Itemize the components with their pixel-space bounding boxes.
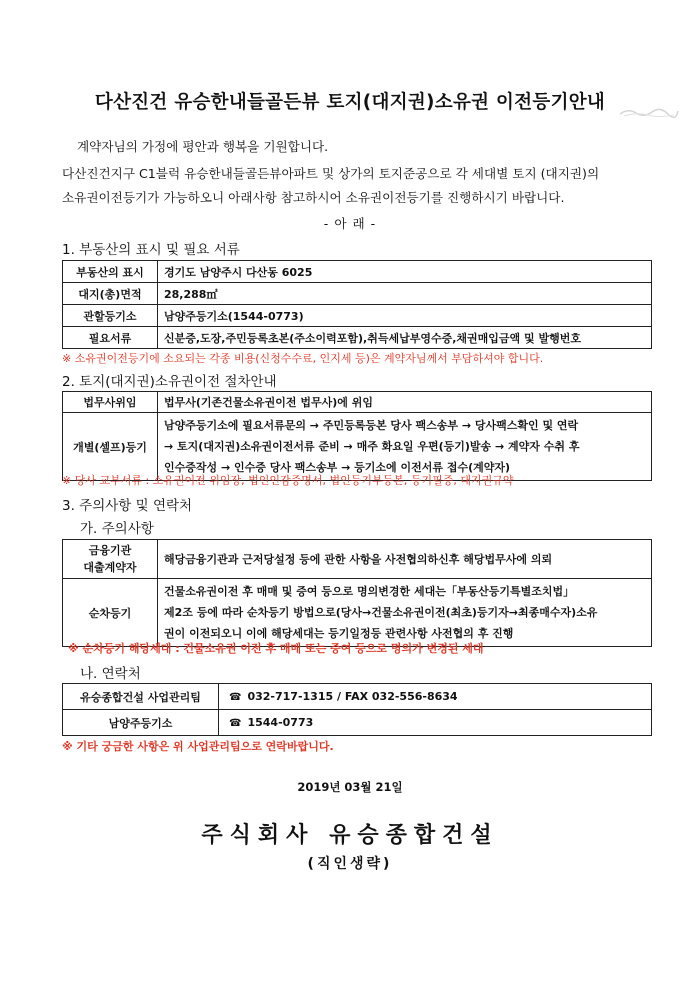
document-date: 2019년 03월 21일	[297, 780, 403, 794]
contact-note: ※ 기타 궁금한 사항은 위 사업관리팀으로 연락바랍니다.	[62, 740, 334, 753]
table-row	[63, 392, 652, 413]
a-rae-divider: - 아 래 -	[323, 216, 377, 231]
row-label-line: 금융기관	[88, 544, 132, 557]
phone-icon: ☎	[229, 718, 242, 729]
row-value: 28,288㎡	[158, 283, 652, 305]
section3-heading: 3. 주의사항 및 연락처	[62, 498, 193, 514]
section1-note: ※ 소유권이전등기에 소요되는 각종 비용(신청수수료, 인지세 등)은 계약자님께서 부담하셔야 합니다.	[62, 352, 544, 365]
section2-note: ※ 당사 교부서류 : 소유권이전 위임장, 법인인감증명서, 법인등기부등본, 등기필증, 대지권규약	[62, 474, 514, 487]
table-row	[63, 684, 652, 710]
intro-greeting: 계약자님의 가정에 평안과 행복을 기원합니다.	[77, 139, 329, 154]
section2-heading: 2. 토지(대지권)소유권이전 절차안내	[62, 374, 277, 390]
row-label-line: 대출계약자	[83, 561, 137, 574]
faint-stamp-mark	[618, 106, 680, 118]
caution-line: 제2조 등에 따라 순차등기 방법으로(당사→건물소유권이전(최초)등기자→최종매수자)소유	[164, 606, 598, 619]
caution-line: 권이 이전되오니 이에 해당세대는 등기일정등 관련사항 사전협의 후 진행	[164, 627, 514, 640]
section1-heading: 1. 부동산의 표시 및 필요 서류	[62, 242, 240, 258]
seal-omitted-note: (직인생략)	[307, 856, 393, 872]
table-row	[63, 710, 652, 736]
contact-value	[219, 684, 652, 710]
phone-icon: ☎	[229, 692, 242, 703]
intro-line-2: 다산진건지구 C1블럭 유승한내들골든뷰아파트 및 상가의 토지준공으로 각 세대별 토지 (대지권)의	[62, 166, 600, 181]
table-row	[63, 540, 652, 579]
contact-number: 032-717-1315 / FAX 032-556-8634	[247, 690, 458, 703]
table-row	[63, 261, 652, 283]
row-value: 남양주등기소(1544-0773)	[158, 305, 652, 327]
section3-sub-a: 가. 주의사항	[80, 521, 154, 537]
row-label: 필요서류	[63, 327, 158, 349]
row-value: 경기도 남양주시 다산동 6025	[158, 261, 652, 283]
row-label: 법무사위임	[63, 392, 158, 413]
contact-number: 1544-0773	[247, 716, 314, 729]
section3-sub-b: 나. 연락처	[80, 666, 141, 682]
table-row	[63, 413, 652, 481]
procedure-line: 남양주등기소에 필요서류문의 → 주민등록등본 당사 팩스송부 → 당사팩스확인 및 연락	[164, 419, 579, 432]
row-value: 법무사(기존건물소유권이전 법무사)에 위임	[158, 392, 652, 413]
row-value	[158, 579, 652, 647]
row-value	[158, 413, 652, 481]
table-row	[63, 283, 652, 305]
section3-note: ※ 순차등기 해당세대 : 건물소유권 이전 후 매매 또는 증여 등으로 명의가 변경된 세대	[68, 642, 484, 655]
row-label	[63, 540, 158, 579]
contact-label: 유승종합건설 사업관리팀	[63, 684, 219, 710]
intro-line-3: 소유권이전등기가 가능하오니 아래사항 참고하시어 소유권이전등기를 진행하시기 바랍니다.	[62, 190, 565, 205]
procedure-table	[62, 391, 652, 481]
contact-label: 남양주등기소	[63, 710, 219, 736]
table-row	[63, 327, 652, 349]
row-label: 대지(총)면적	[63, 283, 158, 305]
caution-line: 건물소유권이전 후 매매 및 증여 등으로 명의변경한 세대는「부동산등기특별조치법」	[164, 585, 575, 598]
row-label: 순차등기	[63, 579, 158, 647]
table-row	[63, 305, 652, 327]
procedure-line: → 토지(대지권)소유권이전서류 준비 → 매주 화요일 우편(등기)발송 → 계약자 수취 후	[164, 440, 580, 453]
contact-table	[62, 683, 652, 736]
row-value: 해당금융기관과 근저당설정 등에 관한 사항을 사전협의하신후 해당법무사에 의뢰	[158, 540, 652, 579]
row-value: 신분증,도장,주민등록초본(주소이력포함),취득세납부영수증,채권매입금액 및 발행번호	[158, 327, 652, 349]
row-label: 개별(셀프)등기	[63, 413, 158, 481]
contact-value	[219, 710, 652, 736]
property-table	[62, 260, 652, 349]
company-name: 주식회사 유승종합건설	[201, 823, 499, 848]
table-row	[63, 579, 652, 647]
row-label: 관할등기소	[63, 305, 158, 327]
caution-table	[62, 539, 652, 647]
row-label: 부동산의 표시	[63, 261, 158, 283]
procedure-line: 인수증작성 → 인수증 당사 팩스송부 → 등기소에 이전서류 접수(계약자)	[164, 461, 511, 474]
document-title: 다산진건 유승한내들골든뷰 토지(대지권)소유권 이전등기안내	[94, 92, 606, 113]
